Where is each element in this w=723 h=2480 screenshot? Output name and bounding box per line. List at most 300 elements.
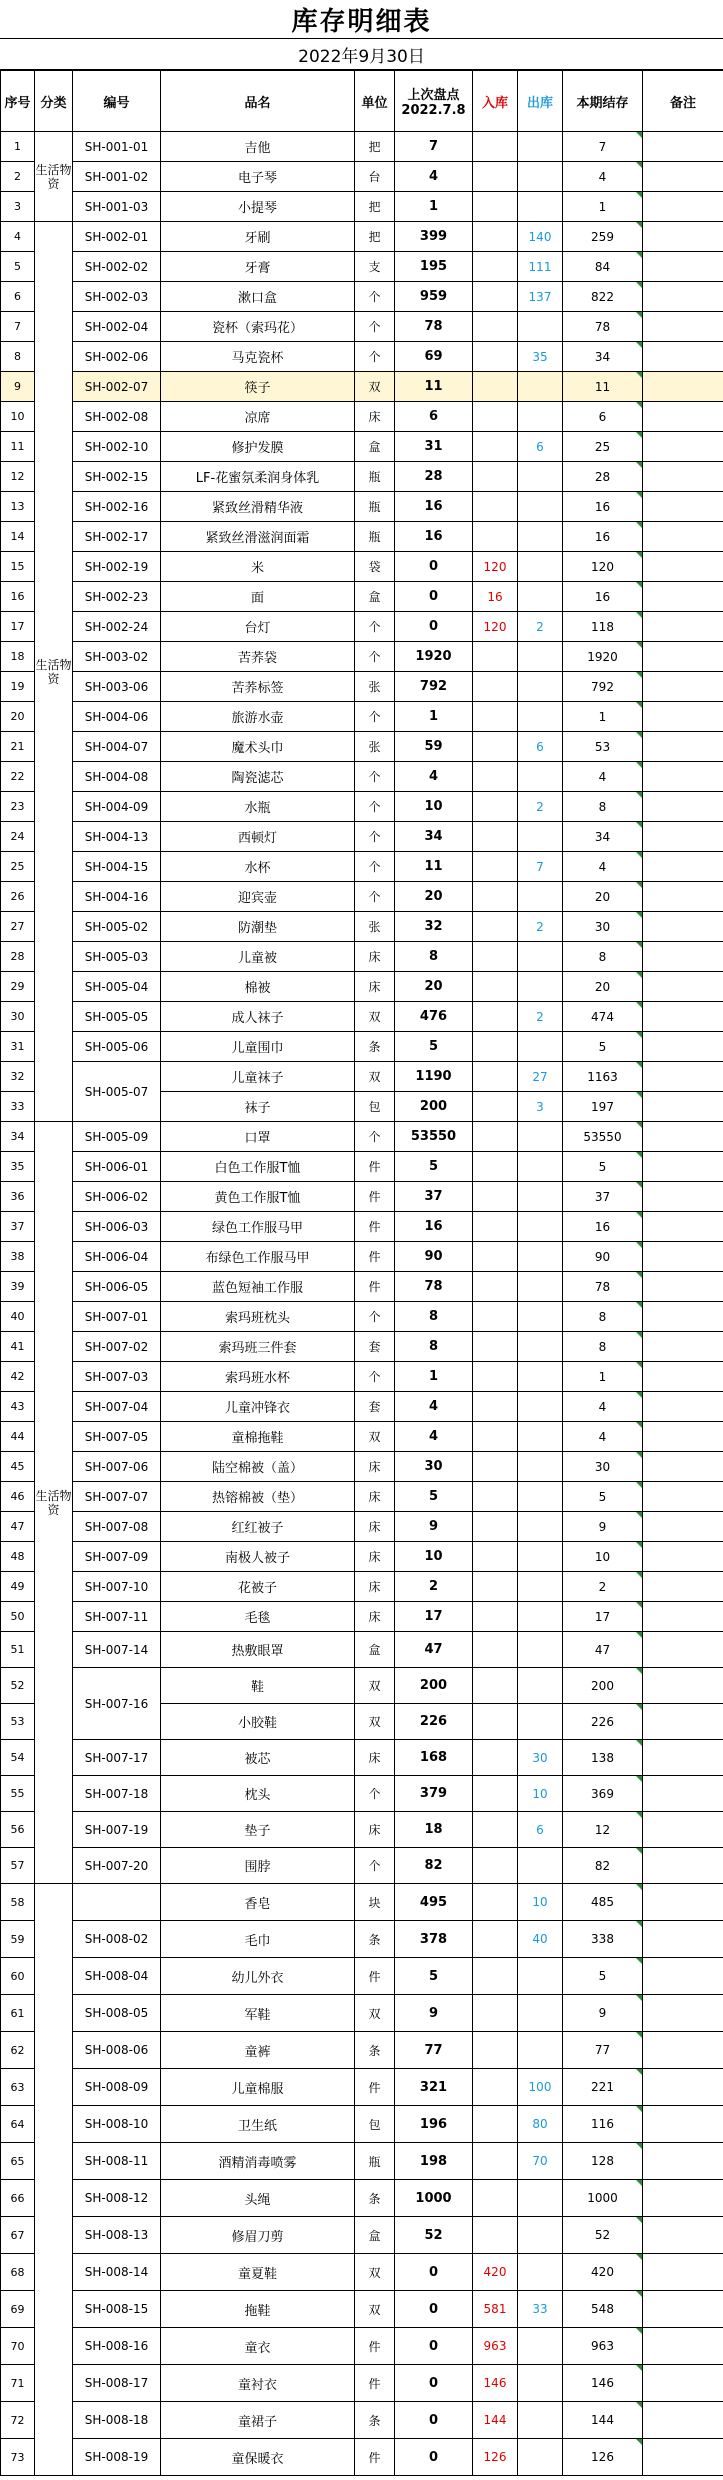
cell-balance[interactable]: 485	[563, 1884, 643, 1921]
cell-seq[interactable]: 22	[1, 762, 35, 792]
cell-remark[interactable]	[643, 1812, 723, 1848]
cell-unit[interactable]: 双	[355, 2291, 395, 2328]
cell-in[interactable]	[473, 642, 518, 672]
cell-in[interactable]	[473, 2180, 518, 2217]
cell-balance[interactable]: 16	[563, 522, 643, 552]
cell-balance[interactable]: 1000	[563, 2180, 643, 2217]
cell-in[interactable]	[473, 1958, 518, 1995]
cell-name[interactable]: 瓷杯（索玛花）	[161, 312, 355, 342]
cell-name[interactable]: 西顿灯	[161, 822, 355, 852]
cell-last-count[interactable]: 34	[395, 822, 473, 852]
cell-in[interactable]: 581	[473, 2291, 518, 2328]
cell-balance[interactable]: 1	[563, 702, 643, 732]
cell-seq[interactable]: 57	[1, 1848, 35, 1884]
cell-unit[interactable]: 个	[355, 1122, 395, 1152]
cell-unit[interactable]: 双	[355, 1062, 395, 1092]
cell-remark[interactable]	[643, 1958, 723, 1995]
header-in[interactable]: 入库	[473, 71, 518, 132]
cell-out[interactable]	[518, 132, 563, 162]
cell-balance[interactable]: 5	[563, 1958, 643, 1995]
cell-out[interactable]	[518, 372, 563, 402]
cell-out[interactable]: 10	[518, 1884, 563, 1921]
cell-last-count[interactable]: 1190	[395, 1062, 473, 1092]
cell-name[interactable]: 台灯	[161, 612, 355, 642]
cell-unit[interactable]: 双	[355, 1422, 395, 1452]
cell-in[interactable]	[473, 222, 518, 252]
cell-balance[interactable]: 53	[563, 732, 643, 762]
cell-in[interactable]	[473, 822, 518, 852]
cell-last-count[interactable]: 4	[395, 762, 473, 792]
cell-out[interactable]: 35	[518, 342, 563, 372]
cell-seq[interactable]: 20	[1, 702, 35, 732]
cell-out[interactable]	[518, 1152, 563, 1182]
cell-last-count[interactable]: 8	[395, 942, 473, 972]
cell-remark[interactable]	[643, 612, 723, 642]
cell-in[interactable]	[473, 1002, 518, 1032]
cell-seq[interactable]: 15	[1, 552, 35, 582]
cell-seq[interactable]: 48	[1, 1542, 35, 1572]
cell-remark[interactable]	[643, 162, 723, 192]
cell-code[interactable]: SH-008-02	[73, 1921, 161, 1958]
cell-remark[interactable]	[643, 1482, 723, 1512]
cell-name[interactable]: 儿童棉服	[161, 2069, 355, 2106]
cell-seq[interactable]: 67	[1, 2217, 35, 2254]
cell-last-count[interactable]: 78	[395, 1272, 473, 1302]
cell-in[interactable]	[473, 342, 518, 372]
cell-last-count[interactable]: 476	[395, 1002, 473, 1032]
cell-in[interactable]	[473, 1776, 518, 1812]
cell-name[interactable]: 防潮垫	[161, 912, 355, 942]
header-seq[interactable]: 序号	[1, 71, 35, 132]
cell-last-count[interactable]: 28	[395, 462, 473, 492]
cell-seq[interactable]: 16	[1, 582, 35, 612]
cell-balance[interactable]: 37	[563, 1182, 643, 1212]
cell-out[interactable]: 33	[518, 2291, 563, 2328]
cell-unit[interactable]: 袋	[355, 552, 395, 582]
cell-remark[interactable]	[643, 2180, 723, 2217]
cell-last-count[interactable]: 16	[395, 1212, 473, 1242]
cell-balance[interactable]: 6	[563, 402, 643, 432]
cell-code[interactable]: SH-005-03	[73, 942, 161, 972]
cell-seq[interactable]: 30	[1, 1002, 35, 1032]
cell-seq[interactable]: 59	[1, 1921, 35, 1958]
cell-balance[interactable]: 792	[563, 672, 643, 702]
cell-last-count[interactable]: 399	[395, 222, 473, 252]
cell-unit[interactable]: 个	[355, 1776, 395, 1812]
cell-in[interactable]	[473, 462, 518, 492]
cell-unit[interactable]: 个	[355, 342, 395, 372]
cell-in[interactable]	[473, 1392, 518, 1422]
cell-out[interactable]	[518, 1302, 563, 1332]
cell-last-count[interactable]: 32	[395, 912, 473, 942]
cell-balance[interactable]: 4	[563, 762, 643, 792]
cell-out[interactable]	[518, 1542, 563, 1572]
cell-unit[interactable]: 套	[355, 1332, 395, 1362]
cell-seq[interactable]: 45	[1, 1452, 35, 1482]
cell-out[interactable]	[518, 2402, 563, 2439]
cell-seq[interactable]: 42	[1, 1362, 35, 1392]
cell-in[interactable]: 420	[473, 2254, 518, 2291]
cell-name[interactable]: 陶瓷滤芯	[161, 762, 355, 792]
cell-code[interactable]: SH-007-16	[73, 1668, 161, 1740]
cell-balance[interactable]: 259	[563, 222, 643, 252]
cell-in[interactable]	[473, 762, 518, 792]
cell-remark[interactable]	[643, 1242, 723, 1272]
cell-name[interactable]: 军鞋	[161, 1995, 355, 2032]
cell-unit[interactable]: 张	[355, 672, 395, 702]
cell-last-count[interactable]: 200	[395, 1668, 473, 1704]
cell-unit[interactable]: 双	[355, 1995, 395, 2032]
cell-balance[interactable]: 16	[563, 582, 643, 612]
cell-balance[interactable]: 16	[563, 492, 643, 522]
cell-code[interactable]: SH-002-15	[73, 462, 161, 492]
cell-name[interactable]: 面	[161, 582, 355, 612]
cell-remark[interactable]	[643, 1668, 723, 1704]
cell-remark[interactable]	[643, 552, 723, 582]
cell-code[interactable]: SH-001-03	[73, 192, 161, 222]
cell-code[interactable]: SH-002-04	[73, 312, 161, 342]
cell-in[interactable]	[473, 912, 518, 942]
cell-name[interactable]: 儿童冲锋衣	[161, 1392, 355, 1422]
cell-out[interactable]: 140	[518, 222, 563, 252]
cell-out[interactable]	[518, 972, 563, 1002]
cell-code[interactable]: SH-005-02	[73, 912, 161, 942]
cell-remark[interactable]	[643, 822, 723, 852]
cell-balance[interactable]: 963	[563, 2328, 643, 2365]
cell-name[interactable]: 水杯	[161, 852, 355, 882]
cell-name[interactable]: 牙刷	[161, 222, 355, 252]
cell-out[interactable]: 7	[518, 852, 563, 882]
cell-balance[interactable]: 8	[563, 1302, 643, 1332]
cell-balance[interactable]: 30	[563, 912, 643, 942]
cell-unit[interactable]: 件	[355, 1272, 395, 1302]
cell-code[interactable]: SH-007-10	[73, 1572, 161, 1602]
cell-name[interactable]: 袜子	[161, 1092, 355, 1122]
cell-seq[interactable]: 2	[1, 162, 35, 192]
cell-last-count[interactable]: 959	[395, 282, 473, 312]
cell-unit[interactable]: 双	[355, 372, 395, 402]
cell-in[interactable]	[473, 1092, 518, 1122]
cell-remark[interactable]	[643, 792, 723, 822]
cell-category[interactable]: 生活物资	[35, 1122, 73, 1884]
cell-code[interactable]: SH-005-09	[73, 1122, 161, 1152]
cell-last-count[interactable]: 0	[395, 582, 473, 612]
cell-code[interactable]: SH-003-06	[73, 672, 161, 702]
cell-code[interactable]: SH-008-10	[73, 2106, 161, 2143]
cell-seq[interactable]: 11	[1, 432, 35, 462]
cell-out[interactable]: 70	[518, 2143, 563, 2180]
cell-out[interactable]: 6	[518, 432, 563, 462]
cell-remark[interactable]	[643, 762, 723, 792]
cell-unit[interactable]: 套	[355, 1392, 395, 1422]
cell-seq[interactable]: 9	[1, 372, 35, 402]
cell-balance[interactable]: 5	[563, 1152, 643, 1182]
cell-name[interactable]: 水瓶	[161, 792, 355, 822]
cell-out[interactable]	[518, 1332, 563, 1362]
cell-remark[interactable]	[643, 702, 723, 732]
cell-seq[interactable]: 47	[1, 1512, 35, 1542]
cell-remark[interactable]	[643, 1995, 723, 2032]
cell-seq[interactable]: 29	[1, 972, 35, 1002]
cell-name[interactable]: 儿童围巾	[161, 1032, 355, 1062]
cell-in[interactable]	[473, 1668, 518, 1704]
cell-seq[interactable]: 25	[1, 852, 35, 882]
cell-seq[interactable]: 71	[1, 2365, 35, 2402]
cell-code[interactable]: SH-008-13	[73, 2217, 161, 2254]
cell-name[interactable]: 黄色工作服T恤	[161, 1182, 355, 1212]
cell-name[interactable]: 修护发膜	[161, 432, 355, 462]
cell-balance[interactable]: 47	[563, 1632, 643, 1668]
cell-remark[interactable]	[643, 252, 723, 282]
cell-code[interactable]: SH-004-15	[73, 852, 161, 882]
cell-remark[interactable]	[643, 2291, 723, 2328]
cell-balance[interactable]: 138	[563, 1740, 643, 1776]
cell-unit[interactable]: 床	[355, 402, 395, 432]
cell-unit[interactable]: 件	[355, 1152, 395, 1182]
cell-balance[interactable]: 197	[563, 1092, 643, 1122]
cell-out[interactable]	[518, 192, 563, 222]
cell-out[interactable]	[518, 762, 563, 792]
header-out[interactable]: 出库	[518, 71, 563, 132]
cell-unit[interactable]: 条	[355, 1921, 395, 1958]
cell-name[interactable]: 紧致丝滑精华液	[161, 492, 355, 522]
cell-balance[interactable]: 8	[563, 942, 643, 972]
cell-out[interactable]	[518, 1668, 563, 1704]
cell-out[interactable]: 2	[518, 1002, 563, 1032]
cell-name[interactable]: 牙膏	[161, 252, 355, 282]
cell-in[interactable]	[473, 1212, 518, 1242]
cell-balance[interactable]: 1163	[563, 1062, 643, 1092]
cell-remark[interactable]	[643, 1182, 723, 1212]
cell-last-count[interactable]: 226	[395, 1704, 473, 1740]
cell-out[interactable]: 2	[518, 912, 563, 942]
cell-code[interactable]: SH-005-06	[73, 1032, 161, 1062]
cell-code[interactable]: SH-007-01	[73, 1302, 161, 1332]
cell-last-count[interactable]: 30	[395, 1452, 473, 1482]
cell-remark[interactable]	[643, 1152, 723, 1182]
cell-in[interactable]	[473, 1512, 518, 1542]
cell-remark[interactable]	[643, 2217, 723, 2254]
cell-in[interactable]	[473, 2032, 518, 2069]
header-remark[interactable]: 备注	[643, 71, 723, 132]
cell-name[interactable]: 童棉拖鞋	[161, 1422, 355, 1452]
cell-name[interactable]: 花被子	[161, 1572, 355, 1602]
cell-name[interactable]: 苦荞标签	[161, 672, 355, 702]
cell-name[interactable]: 被芯	[161, 1740, 355, 1776]
cell-remark[interactable]	[643, 1212, 723, 1242]
cell-out[interactable]	[518, 1995, 563, 2032]
cell-last-count[interactable]: 47	[395, 1632, 473, 1668]
cell-unit[interactable]: 双	[355, 2254, 395, 2291]
cell-balance[interactable]: 822	[563, 282, 643, 312]
cell-name[interactable]: 魔术头巾	[161, 732, 355, 762]
cell-balance[interactable]: 1920	[563, 642, 643, 672]
cell-seq[interactable]: 60	[1, 1958, 35, 1995]
cell-last-count[interactable]: 10	[395, 792, 473, 822]
cell-seq[interactable]: 1	[1, 132, 35, 162]
cell-code[interactable]: SH-007-19	[73, 1812, 161, 1848]
cell-last-count[interactable]: 11	[395, 372, 473, 402]
cell-name[interactable]: 童衣	[161, 2328, 355, 2365]
cell-in[interactable]	[473, 1362, 518, 1392]
cell-in[interactable]	[473, 372, 518, 402]
cell-seq[interactable]: 64	[1, 2106, 35, 2143]
cell-unit[interactable]: 个	[355, 312, 395, 342]
cell-last-count[interactable]: 0	[395, 2365, 473, 2402]
cell-seq[interactable]: 21	[1, 732, 35, 762]
cell-code[interactable]: SH-007-09	[73, 1542, 161, 1572]
cell-out[interactable]: 2	[518, 612, 563, 642]
cell-seq[interactable]: 46	[1, 1482, 35, 1512]
cell-out[interactable]: 137	[518, 282, 563, 312]
cell-in[interactable]	[473, 702, 518, 732]
cell-balance[interactable]: 53550	[563, 1122, 643, 1152]
cell-last-count[interactable]: 10	[395, 1542, 473, 1572]
cell-name[interactable]: 童裙子	[161, 2402, 355, 2439]
cell-remark[interactable]	[643, 1452, 723, 1482]
header-code[interactable]: 编号	[73, 71, 161, 132]
cell-code[interactable]: SH-008-05	[73, 1995, 161, 2032]
cell-remark[interactable]	[643, 2143, 723, 2180]
cell-balance[interactable]: 369	[563, 1776, 643, 1812]
cell-name[interactable]: 旅游水壶	[161, 702, 355, 732]
cell-out[interactable]	[518, 1212, 563, 1242]
cell-remark[interactable]	[643, 2254, 723, 2291]
cell-code[interactable]: SH-002-02	[73, 252, 161, 282]
cell-last-count[interactable]: 77	[395, 2032, 473, 2069]
cell-code[interactable]: SH-007-02	[73, 1332, 161, 1362]
cell-unit[interactable]: 件	[355, 1958, 395, 1995]
cell-code[interactable]: SH-006-03	[73, 1212, 161, 1242]
cell-last-count[interactable]: 1	[395, 1362, 473, 1392]
cell-code[interactable]: SH-007-07	[73, 1482, 161, 1512]
cell-seq[interactable]: 31	[1, 1032, 35, 1062]
cell-unit[interactable]: 件	[355, 1212, 395, 1242]
cell-remark[interactable]	[643, 192, 723, 222]
cell-out[interactable]	[518, 552, 563, 582]
cell-last-count[interactable]: 20	[395, 972, 473, 1002]
cell-code[interactable]: SH-008-14	[73, 2254, 161, 2291]
cell-code[interactable]: SH-002-10	[73, 432, 161, 462]
cell-unit[interactable]: 件	[355, 2069, 395, 2106]
cell-name[interactable]: 童衬衣	[161, 2365, 355, 2402]
cell-seq[interactable]: 54	[1, 1740, 35, 1776]
cell-out[interactable]	[518, 1242, 563, 1272]
cell-seq[interactable]: 8	[1, 342, 35, 372]
cell-balance[interactable]: 420	[563, 2254, 643, 2291]
cell-seq[interactable]: 68	[1, 2254, 35, 2291]
cell-seq[interactable]: 51	[1, 1632, 35, 1668]
cell-balance[interactable]: 200	[563, 1668, 643, 1704]
cell-in[interactable]: 126	[473, 2439, 518, 2476]
cell-balance[interactable]: 10	[563, 1542, 643, 1572]
cell-out[interactable]: 80	[518, 2106, 563, 2143]
cell-last-count[interactable]: 90	[395, 1242, 473, 1272]
cell-unit[interactable]: 条	[355, 2032, 395, 2069]
cell-name[interactable]: 苦荞袋	[161, 642, 355, 672]
cell-remark[interactable]	[643, 1332, 723, 1362]
cell-remark[interactable]	[643, 1272, 723, 1302]
cell-unit[interactable]: 个	[355, 1848, 395, 1884]
cell-remark[interactable]	[643, 2365, 723, 2402]
cell-name[interactable]: 凉席	[161, 402, 355, 432]
cell-seq[interactable]: 3	[1, 192, 35, 222]
cell-seq[interactable]: 38	[1, 1242, 35, 1272]
cell-seq[interactable]: 50	[1, 1602, 35, 1632]
cell-seq[interactable]: 32	[1, 1062, 35, 1092]
cell-out[interactable]	[518, 942, 563, 972]
cell-out[interactable]	[518, 2439, 563, 2476]
cell-out[interactable]: 2	[518, 792, 563, 822]
cell-seq[interactable]: 41	[1, 1332, 35, 1362]
cell-in[interactable]	[473, 1884, 518, 1921]
cell-unit[interactable]: 件	[355, 1242, 395, 1272]
cell-balance[interactable]: 4	[563, 1392, 643, 1422]
cell-last-count[interactable]: 4	[395, 1392, 473, 1422]
cell-last-count[interactable]: 196	[395, 2106, 473, 2143]
cell-remark[interactable]	[643, 1512, 723, 1542]
cell-remark[interactable]	[643, 2032, 723, 2069]
cell-unit[interactable]: 个	[355, 1362, 395, 1392]
cell-last-count[interactable]: 168	[395, 1740, 473, 1776]
cell-code[interactable]: SH-002-24	[73, 612, 161, 642]
cell-name[interactable]: 毛毯	[161, 1602, 355, 1632]
cell-last-count[interactable]: 1	[395, 192, 473, 222]
cell-remark[interactable]	[643, 522, 723, 552]
cell-code[interactable]: SH-006-04	[73, 1242, 161, 1272]
cell-out[interactable]	[518, 1392, 563, 1422]
cell-name[interactable]: 修眉刀剪	[161, 2217, 355, 2254]
cell-remark[interactable]	[643, 132, 723, 162]
cell-remark[interactable]	[643, 672, 723, 702]
cell-name[interactable]: 迎宾壶	[161, 882, 355, 912]
cell-unit[interactable]: 双	[355, 1002, 395, 1032]
cell-in[interactable]: 120	[473, 552, 518, 582]
cell-remark[interactable]	[643, 1062, 723, 1092]
cell-remark[interactable]	[643, 222, 723, 252]
cell-name[interactable]: 白色工作服T恤	[161, 1152, 355, 1182]
cell-name[interactable]: 索玛班枕头	[161, 1302, 355, 1332]
cell-in[interactable]	[473, 972, 518, 1002]
cell-balance[interactable]: 25	[563, 432, 643, 462]
cell-last-count[interactable]: 20	[395, 882, 473, 912]
cell-out[interactable]: 3	[518, 1092, 563, 1122]
cell-unit[interactable]: 瓶	[355, 522, 395, 552]
cell-code[interactable]: SH-008-17	[73, 2365, 161, 2402]
cell-name[interactable]: 垫子	[161, 1812, 355, 1848]
cell-seq[interactable]: 72	[1, 2402, 35, 2439]
cell-out[interactable]	[518, 1422, 563, 1452]
cell-code[interactable]: SH-007-06	[73, 1452, 161, 1482]
cell-remark[interactable]	[643, 2439, 723, 2476]
cell-remark[interactable]	[643, 1092, 723, 1122]
cell-name[interactable]: 米	[161, 552, 355, 582]
cell-seq[interactable]: 14	[1, 522, 35, 552]
cell-code[interactable]: SH-002-16	[73, 492, 161, 522]
cell-in[interactable]	[473, 942, 518, 972]
cell-in[interactable]	[473, 732, 518, 762]
cell-in[interactable]: 963	[473, 2328, 518, 2365]
cell-seq[interactable]: 52	[1, 1668, 35, 1704]
cell-in[interactable]	[473, 1122, 518, 1152]
cell-in[interactable]	[473, 2217, 518, 2254]
cell-out[interactable]	[518, 822, 563, 852]
cell-name[interactable]: 幼儿外衣	[161, 1958, 355, 1995]
cell-remark[interactable]	[643, 882, 723, 912]
cell-out[interactable]: 111	[518, 252, 563, 282]
cell-code[interactable]: SH-007-11	[73, 1602, 161, 1632]
cell-last-count[interactable]: 4	[395, 1422, 473, 1452]
